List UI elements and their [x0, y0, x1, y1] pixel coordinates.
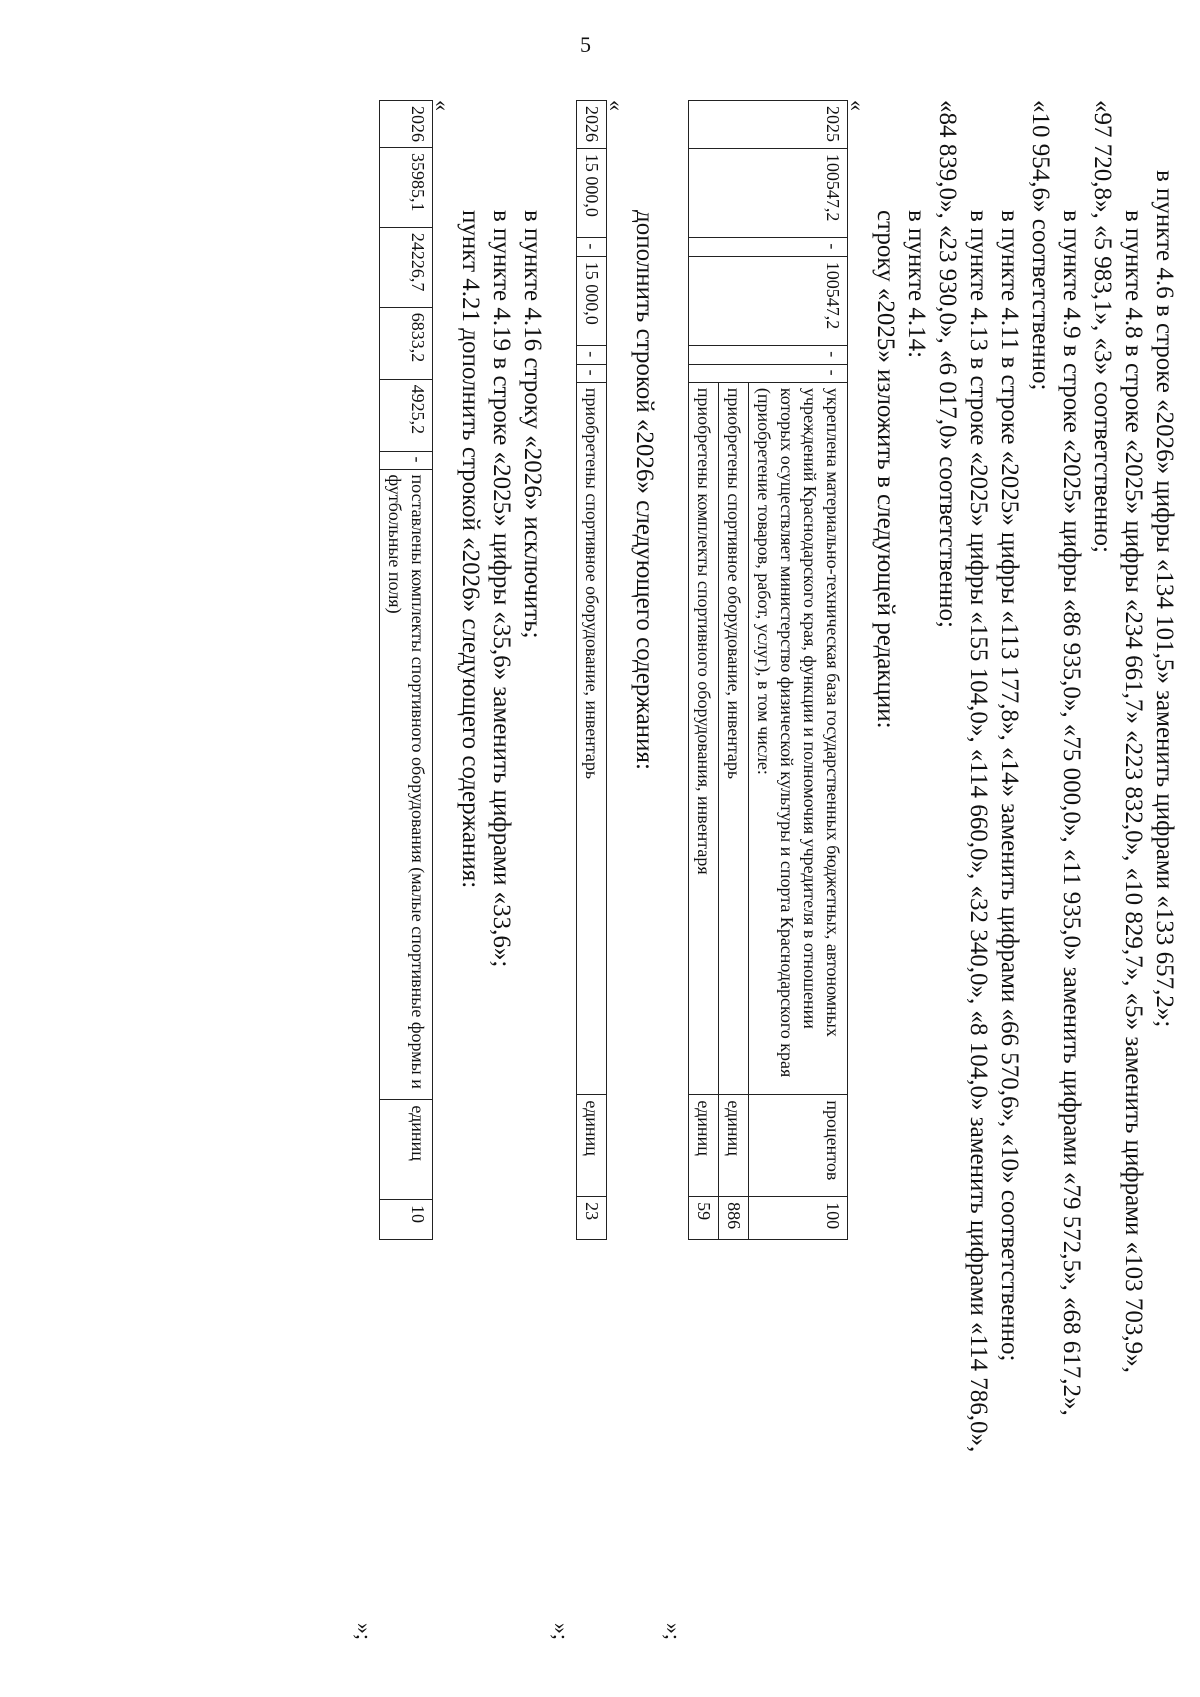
- value-cell: -: [577, 346, 607, 364]
- value-cell: -: [577, 364, 607, 382]
- rotated-content: [180, 100, 1180, 1640]
- value-cell: 100547,2: [689, 256, 848, 346]
- value-cell: 24226,7: [380, 227, 433, 307]
- description-cell: приобретены спортивное оборудование, инвентарь: [577, 382, 607, 1095]
- year-cell: 2026: [380, 101, 433, 148]
- open-quote-3: «: [430, 100, 455, 111]
- mid-line-1: в пункте 4.19 в строке «2025» цифры «35,6» заменить цифрами «33,6»;: [488, 210, 515, 968]
- intro-line-8: в пункте 4.14:: [903, 210, 930, 359]
- close-quote-2: »;: [549, 1622, 574, 1640]
- value-cell: 4925,2: [380, 379, 433, 451]
- value-cell: 35985,1: [380, 148, 433, 228]
- intro-line-3: в пункте 4.9 в строке «2025» цифры «86 935,0», «75 000,0», «11 935,0» заменить цифрами «79 572,5», «68 617,2»,: [1058, 210, 1085, 1416]
- open-quote-2: «: [604, 100, 629, 111]
- value-cell: -: [689, 238, 848, 256]
- target-value-cell: 59: [689, 1197, 719, 1240]
- target-value-cell: 100: [749, 1197, 848, 1240]
- value-cell: 100547,2: [689, 148, 848, 238]
- table-row: [380, 101, 433, 1240]
- unit-cell: единиц: [577, 1095, 607, 1197]
- intro-line-9: строку «2025» изложить в следующей редакции:: [872, 210, 899, 729]
- description-cell: укреплена материально-техническая база государственных бюджетных, автономных учреждений Краснодарского края, функции и полномочия учредителя в отношении которых осуществляет министерство физической культуры и спорта Краснодарского края (приобретение товаров, работ, услуг), в том числе:: [749, 382, 848, 1095]
- intro-line-2: «97 720,8», «5 983,1», «3» соответственно;: [1089, 100, 1116, 553]
- page-number: 5: [580, 32, 591, 57]
- value-cell: 6833,2: [380, 307, 433, 379]
- table-row: [749, 101, 848, 1240]
- table-row: [577, 101, 607, 1240]
- year-cell: 2026: [577, 101, 607, 149]
- year-cell: 2025: [689, 101, 848, 149]
- unit-cell: единиц: [380, 1100, 433, 1200]
- table-2026-4-21: [379, 100, 433, 1240]
- value-cell: -: [380, 451, 433, 469]
- table-2025: [688, 100, 848, 1240]
- target-value-cell: 886: [719, 1197, 749, 1240]
- intro-line-6: в пункте 4.13 в строке «2025» цифры «155 104,0», «114 660,0», «32 340,0», «8 104,0» заменить цифрами «114 786,0»,: [965, 210, 992, 1453]
- mid-line-0: в пункте 4.16 строку «2026» исключить;: [519, 210, 546, 639]
- unit-cell: единиц: [719, 1095, 749, 1197]
- unit-cell: процентов: [749, 1095, 848, 1197]
- intro-line-7: «84 839,0», «23 930,0», «6 017,0» соответственно;: [934, 100, 961, 628]
- mid-line-2: пункт 4.21 дополнить строкой «2026» следующего содержания:: [457, 210, 484, 889]
- table-2026-4-14: [576, 100, 607, 1240]
- unit-cell: единиц: [689, 1095, 719, 1197]
- value-cell: 15 000,0: [577, 256, 607, 346]
- close-quote-1: »;: [661, 1622, 686, 1640]
- add-2026-line: дополнить строкой «2026» следующего содержания:: [631, 210, 658, 770]
- close-quote-3: »;: [352, 1622, 377, 1640]
- intro-line-0: в пункте 4.6 в строке «2026» цифры «134 101,5» заменить цифрами «133 657,2»;: [1151, 170, 1178, 1028]
- target-value-cell: 10: [380, 1200, 433, 1240]
- intro-line-1: в пункте 4.8 в строке «2025» цифры «234 661,7» «223 832,0», «10 829,7», «5» заменить цифрами «103 703,9»,: [1120, 210, 1147, 1373]
- open-quote-1: «: [845, 100, 870, 111]
- description-cell: поставлены комплекты спортивного оборудования (малые спортивные формы и футбольные поля): [380, 469, 433, 1100]
- value-cell: -: [689, 346, 848, 364]
- value-cell: -: [577, 238, 607, 256]
- value-cell: 15 000,0: [577, 148, 607, 238]
- description-cell: приобретены спортивное оборудование, инвентарь: [719, 382, 749, 1095]
- value-cell: -: [689, 364, 848, 382]
- target-value-cell: 23: [577, 1197, 607, 1240]
- description-cell: приобретены комплекты спортивного оборудования, инвентаря: [689, 382, 719, 1095]
- intro-line-5: в пункте 4.11 в строке «2025» цифры «113 177,8», «14» заменить цифрами «66 570,6», «10» соответственно;: [996, 210, 1023, 1362]
- intro-line-4: «10 954,6» соответственно;: [1027, 100, 1054, 391]
